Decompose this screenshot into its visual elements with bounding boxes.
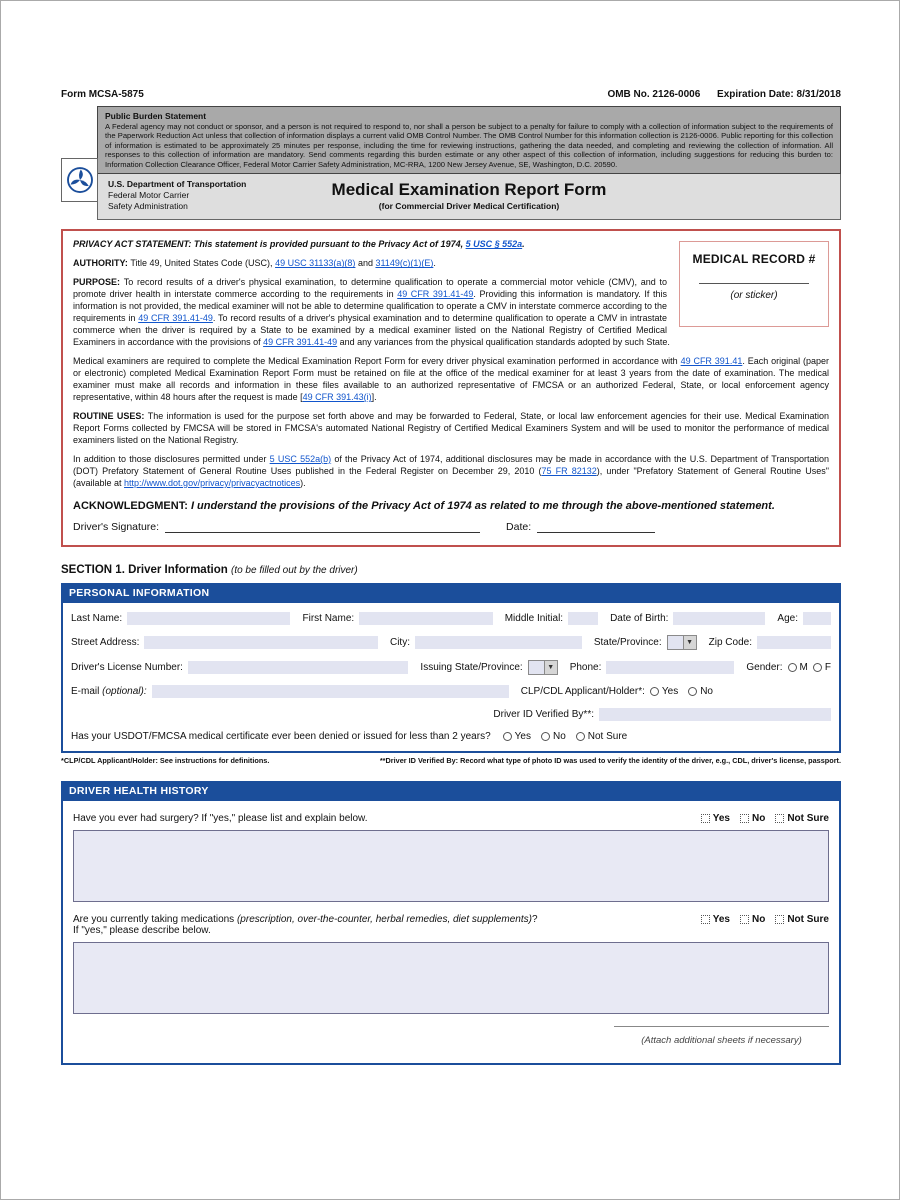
- attach-additional-sheets-note: (Attach additional sheets if necessary): [641, 1034, 802, 1046]
- inline-link[interactable]: http://www.dot.gov/privacy/privacyactnotices: [124, 477, 301, 488]
- chevron-down-icon[interactable]: ▼: [544, 661, 557, 674]
- surgery-notsure-checkbox[interactable]: [775, 814, 784, 823]
- zip-code-label: Zip Code:: [708, 636, 752, 648]
- driver-id-row: [71, 708, 831, 721]
- inline-link[interactable]: 49 CFR 391.41-49: [138, 313, 213, 324]
- drivers-signature-line[interactable]: [165, 521, 480, 533]
- denied-question: Has your USDOT/FMCSA medical certificate ever been denied or issued for less than 2 years?: [71, 730, 491, 742]
- inline-link[interactable]: 31149(c)(1)(E): [375, 258, 434, 269]
- clp-yes-label: Yes: [661, 685, 679, 697]
- routine-uses-paragraph: ROUTINE USES: The information is used for the purpose set forth above and may be forwarded to Federal, State, or local law enforcement agencies for their use. Medical Examination Report Forms collected by FMCSA will be stored in FMCSA's automated National Registry of Certified Medical Examiners System and will be used to monitor the performance of medical examiners listed on the National Registry.: [73, 411, 829, 445]
- medications-notsure-label: Not Sure: [787, 913, 829, 925]
- driver-id-verified-label: Driver ID Verified By**:: [493, 708, 594, 720]
- inline-link[interactable]: 5 USC § 552a: [465, 239, 523, 250]
- drivers-signature-label: Driver's Signature:: [73, 520, 160, 533]
- dob-label: Date of Birth:: [610, 612, 669, 624]
- age-input[interactable]: [803, 612, 831, 625]
- license-number-input[interactable]: [188, 661, 408, 674]
- personal-information-header: PERSONAL INFORMATION: [61, 583, 841, 603]
- age-label: Age:: [777, 612, 798, 624]
- license-row: [71, 660, 831, 675]
- footnote-clp: *CLP/CDL Applicant/Holder: See instructions for definitions.: [61, 755, 270, 765]
- surgery-notsure-label: Not Sure: [787, 812, 829, 824]
- disclosures-paragraph: In addition to those disclosures permitted under 5 USC 552a(b) of the Privacy Act of 1974, additional disclosures may be made in accordance with the U.S. Department of Transportation (DOT) Prefatory Statement of General Routine Uses published in the Federal Register on December 29, 2010 (75 FR 82132), under "Prefatory Statement of General Routine Uses" (available at http://www.dot.gov/privacy/privacyactnotices).: [73, 453, 829, 488]
- acknowledgment-text: ACKNOWLEDGMENT: I understand the provisions of the Privacy Act of 1974 as related to me through the above-mentioned statement.: [73, 499, 775, 512]
- personal-information-body: [61, 603, 841, 753]
- medications-question-row: [73, 914, 829, 936]
- denied-yes-label: Yes: [514, 730, 531, 742]
- surgery-explanation-box[interactable]: [73, 830, 829, 902]
- form-header: [97, 106, 841, 220]
- purpose-paragraph: PURPOSE: To record results of a driver's physical examination, to determine qualification to operate a commercial motor vehicle (CMV), and to promote driver health in interstate commerce according to the requirements in 49 CFR 391.41-49. Providing this information is mandatory. If this information is not provided, the medical examiner will not be able to determine qualification to operate a CMV in interstate commerce according to the requirements in 49 CFR 391.41-49. To record results of a driver's physical examination and to determine qualification to operate a CMV in intrastate commerce when the driver is required by a State to be examined by a medical examiner listed on the National Registry of Certified Medical Examiners in accordance with the provisions of 49 CFR 391.41-49 and any variances from the physical qualification standards adopted by such State.: [73, 277, 670, 348]
- medical-record-title: MEDICAL RECORD #: [692, 252, 816, 267]
- agency-sub2: Safety Administration: [108, 200, 188, 211]
- authority-paragraph: AUTHORITY: Title 49, United States Code (USC), 49 USC 31133(a)(8) and 31149(c)(1)(E).: [73, 258, 436, 269]
- state-province-select[interactable]: [667, 635, 697, 650]
- surgery-no-checkbox[interactable]: [740, 814, 749, 823]
- agency-dept: U.S. Department of Transportation: [108, 179, 247, 190]
- gender-m-radio[interactable]: [788, 663, 797, 672]
- city-input[interactable]: [415, 636, 582, 649]
- medications-no-label: No: [751, 913, 766, 925]
- form-number: Form MCSA-5875: [61, 89, 144, 100]
- driver-health-history-body: [61, 801, 841, 1065]
- email-input[interactable]: [152, 685, 509, 698]
- omb-meta: [593, 89, 841, 100]
- section1-title: SECTION 1. Driver Information: [61, 563, 228, 576]
- first-name-label: First Name:: [302, 612, 355, 624]
- inline-link[interactable]: 49 CFR 391.41-49: [263, 337, 338, 348]
- top-meta-row: [61, 89, 841, 100]
- clp-cdl-label: CLP/CDL Applicant/Holder*:: [520, 685, 645, 697]
- denied-no-label: No: [552, 730, 566, 742]
- denied-no-radio[interactable]: [541, 732, 550, 741]
- expiration-date: Expiration Date: 8/31/2018: [717, 89, 841, 100]
- burden-text: A Federal agency may not conduct or sponsor, and a person is not required to respond to, nor shall a person be subject to a penalty for failure to comply with a collection of information subject to the requirements of the Paperwork Reduction Act unless that collection of information displays a current valid OMB Control Number. The OMB Control Number for this information collection is 2126-0006. Public reporting for this collection of information is estimated to be approximately 25 minutes per response, including the time for reviewing instructions, gathering the data needed, and completing and reviewing the collection of information. All responses to this collection of information are mandatory. Send comments regarding this burden estimate or any other aspect of this collection of information, including suggestions for reducing this burden to: Information Collection Clearance Officer, Federal Motor Carrier Safety Administration, MC-RRA, 1200 New Jersey Avenue, SE, Washington, D.C. 20590.: [105, 122, 833, 169]
- agency-band: [97, 174, 841, 220]
- attach-note-wrap: [614, 1026, 829, 1050]
- surgery-yes-checkbox[interactable]: [701, 814, 710, 823]
- inline-link[interactable]: 49 CFR 391.41: [680, 356, 743, 367]
- denied-question-row: [71, 731, 831, 742]
- medical-record-note: (or sticker): [730, 290, 778, 302]
- denied-notsure-radio[interactable]: [576, 732, 585, 741]
- license-number-label: Driver's License Number:: [71, 661, 183, 673]
- driver-health-history-header: DRIVER HEALTH HISTORY: [61, 781, 841, 801]
- burden-title: Public Burden Statement: [105, 111, 207, 121]
- last-name-label: Last Name:: [71, 612, 123, 624]
- medications-question: Are you currently taking medications (prescription, over-the-counter, herbal remedies, diet supplements)? If "yes," please describe below.: [73, 913, 538, 936]
- medications-question-line2: If "yes," please describe below.: [73, 924, 211, 936]
- medical-record-box: [679, 241, 829, 327]
- zip-code-input[interactable]: [757, 636, 831, 649]
- denied-notsure-label: Not Sure: [587, 730, 628, 742]
- dob-input[interactable]: [673, 612, 765, 625]
- clp-no-label: No: [700, 685, 713, 697]
- medications-description-box[interactable]: [73, 942, 829, 1014]
- inline-link[interactable]: 49 USC 31133(a)(8): [275, 258, 356, 269]
- name-row: [71, 612, 831, 625]
- inline-link[interactable]: 75 FR 82132: [541, 465, 597, 476]
- driver-id-verified-input[interactable]: [599, 708, 831, 721]
- middle-initial-input[interactable]: [568, 612, 598, 625]
- email-row: [71, 685, 831, 698]
- inline-link[interactable]: 49 CFR 391.41-49: [397, 289, 474, 300]
- gender-m-label: M: [799, 661, 808, 673]
- phone-input[interactable]: [606, 661, 734, 674]
- surgery-question: Have you ever had surgery? If "yes," please list and explain below.: [73, 812, 368, 824]
- gender-label: Gender:: [746, 661, 783, 673]
- surgery-question-row: [73, 813, 829, 824]
- agency-sub1: Federal Motor Carrier: [108, 190, 190, 201]
- street-address-label: Street Address:: [71, 636, 140, 648]
- date-line[interactable]: [537, 521, 655, 533]
- personal-footnotes: [61, 756, 841, 765]
- date-label: Date:: [506, 520, 532, 533]
- privacy-statement-paragraph: PRIVACY ACT STATEMENT: This statement is provided pursuant to the Privacy Act of 1974, 5 USC § 552a.: [73, 239, 525, 250]
- medications-notsure-checkbox[interactable]: [775, 915, 784, 924]
- inline-link[interactable]: 49 CFR 391.43(i): [302, 392, 372, 403]
- public-burden-statement: [97, 106, 841, 174]
- form-title: Medical Examination Report Form: [331, 180, 607, 200]
- denied-yes-radio[interactable]: [503, 732, 512, 741]
- chevron-down-icon[interactable]: ▼: [683, 636, 696, 649]
- signature-row: [73, 521, 829, 533]
- retention-paragraph: Medical examiners are required to complete the Medical Examination Report Form for every driver physical examination performed in accordance with 49 CFR 391.41. Each original (paper or electronic) completed Medical Examination Report Form must be retained on file at the office of the medical examiner for at least 3 years from the date of examination. The medical examiner must make all records and information in these files available to an authorized representative of FMCSA or an authorized Federal, State, or local enforcement agency representative, within 48 hours after the request is made [49 CFR 391.43(i)].: [73, 356, 829, 403]
- clp-no-radio[interactable]: [688, 687, 697, 696]
- address-row: [71, 635, 831, 650]
- medical-record-number-field[interactable]: [699, 268, 809, 284]
- section1-subtitle: (to be filled out by the driver): [230, 564, 358, 576]
- surgery-no-label: No: [751, 812, 766, 824]
- email-label: E-mail (optional):: [71, 685, 147, 697]
- gender-f-radio[interactable]: [813, 663, 822, 672]
- first-name-input[interactable]: [359, 612, 493, 625]
- footnote-driver-id: **Driver ID Verified By: Record what type of photo ID was used to verify the identity of the driver, e.g., CDL, driver's license, passport.: [379, 755, 841, 765]
- surgery-yes-label: Yes: [712, 812, 730, 824]
- form-subtitle: (for Commercial Driver Medical Certification): [378, 201, 560, 212]
- street-address-input[interactable]: [144, 636, 378, 649]
- inline-link[interactable]: 5 USC 552a(b): [269, 453, 332, 464]
- privacy-act-box: [61, 229, 841, 546]
- medications-yes-checkbox[interactable]: [701, 915, 710, 924]
- form-title-block: [98, 180, 840, 211]
- dot-logo: [61, 158, 98, 202]
- phone-label: Phone:: [569, 661, 602, 673]
- middle-initial-label: Middle Initial:: [504, 612, 564, 624]
- medications-no-checkbox[interactable]: [740, 915, 749, 924]
- gender-f-label: F: [824, 661, 831, 673]
- omb-number: OMB No. 2126-0006: [607, 89, 701, 100]
- state-province-label: State/Province:: [593, 636, 662, 648]
- issuing-state-select[interactable]: [528, 660, 558, 675]
- dot-logo-icon: [65, 165, 95, 195]
- medications-yes-label: Yes: [712, 913, 730, 925]
- city-label: City:: [389, 636, 410, 648]
- section1-heading: [61, 564, 841, 576]
- clp-yes-radio[interactable]: [650, 687, 659, 696]
- last-name-input[interactable]: [127, 612, 290, 625]
- issuing-state-label: Issuing State/Province:: [420, 661, 523, 673]
